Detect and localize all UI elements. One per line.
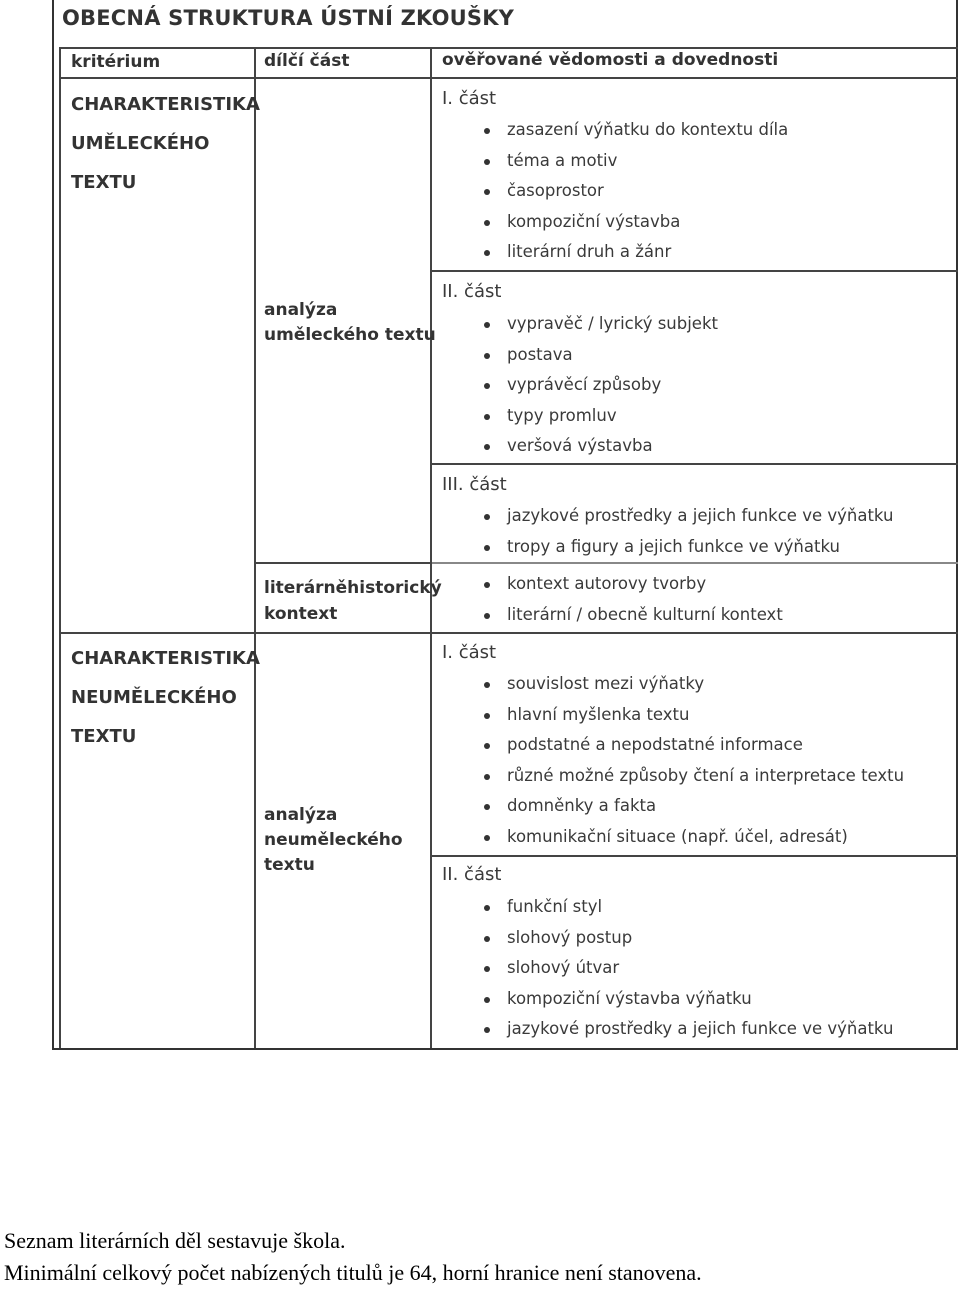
list-item: hlavní myšlenka textu [442,700,904,731]
list-item: kontext autorovy tvorby [442,569,783,600]
context-label [264,575,442,627]
criterion-artistic [71,85,260,202]
list-item: literární druh a žánr [442,237,788,268]
non-artistic-part1-label: I. část [442,642,497,663]
criterion-line: TEXTU [71,172,137,193]
list-item: slohový postup [442,923,893,954]
non-artistic-part2-label: II. část [442,864,502,885]
criterion-non-artistic [71,639,260,756]
list-item: literární / obecně kulturní kontext [442,600,783,631]
criterion-line: UMĚLECKÉHO [71,133,210,154]
list-item: veršová výstavba [442,431,718,462]
list-item: funkční styl [442,892,893,923]
footer-line-1: Seznam literárních děl sestavuje škola. [4,1228,346,1253]
non-artistic-part2-list [442,892,893,1045]
scanned-document [52,0,958,1050]
artistic-part3-label: III. část [442,474,507,495]
document-title: OBECNÁ STRUKTURA ÚSTNÍ ZKOUŠKY [62,6,515,30]
list-item: komunikační situace (např. účel, adresát) [442,822,904,853]
list-item: jazykové prostředky a jejich funkce ve výňatku [442,1014,893,1045]
context-list [442,569,783,630]
criterion-line: CHARAKTERISTIKA [71,94,260,115]
non-artistic-part1-list [442,669,904,853]
artistic-part3-list [442,501,893,562]
list-item: vyprávěcí způsoby [442,370,718,401]
list-item: domněnky a fakta [442,791,904,822]
analysis-line: neuměleckého [264,830,403,850]
context-line: kontext [264,604,338,624]
criterion-line: NEUMĚLECKÉHO [71,687,237,708]
header-criterion: kritérium [71,52,161,72]
list-item: různé možné způsoby čtení a interpretace textu [442,761,904,792]
criterion-line: TEXTU [71,726,137,747]
context-line: literárněhistorický [264,578,442,598]
footer-line-2: Minimální celkový počet nabízených titulů je 64, horní hranice není stanovena. [4,1260,702,1285]
artistic-part1-list [442,115,788,268]
analysis-non-artistic [264,803,403,878]
artistic-part1-label: I. část [442,88,497,109]
list-item: časoprostor [442,176,788,207]
list-item: slohový útvar [442,953,893,984]
artistic-part2-label: II. část [442,281,502,302]
list-item: kompoziční výstavba výňatku [442,984,893,1015]
criterion-line: CHARAKTERISTIKA [71,648,260,669]
analysis-line: analýza [264,300,338,320]
header-sub-part: dílčí část [264,51,350,71]
analysis-line: analýza [264,805,338,825]
analysis-line: uměleckého textu [264,325,436,345]
list-item: tropy a figury a jejich funkce ve výňatku [442,532,893,563]
list-item: typy promluv [442,401,718,432]
analysis-line: textu [264,855,315,875]
analysis-artistic [264,298,436,348]
list-item: postava [442,340,718,371]
structure-table [59,47,958,1048]
list-item: kompoziční výstavba [442,207,788,238]
artistic-part2-list [442,309,718,462]
list-item: podstatné a nepodstatné informace [442,730,904,761]
list-item: téma a motiv [442,146,788,177]
header-skills: ověřované vědomosti a dovednosti [442,50,779,70]
list-item: jazykové prostředky a jejich funkce ve výňatku [442,501,893,532]
list-item: zasazení výňatku do kontextu díla [442,115,788,146]
list-item: souvislost mezi výňatky [442,669,904,700]
list-item: vypravěč / lyrický subjekt [442,309,718,340]
